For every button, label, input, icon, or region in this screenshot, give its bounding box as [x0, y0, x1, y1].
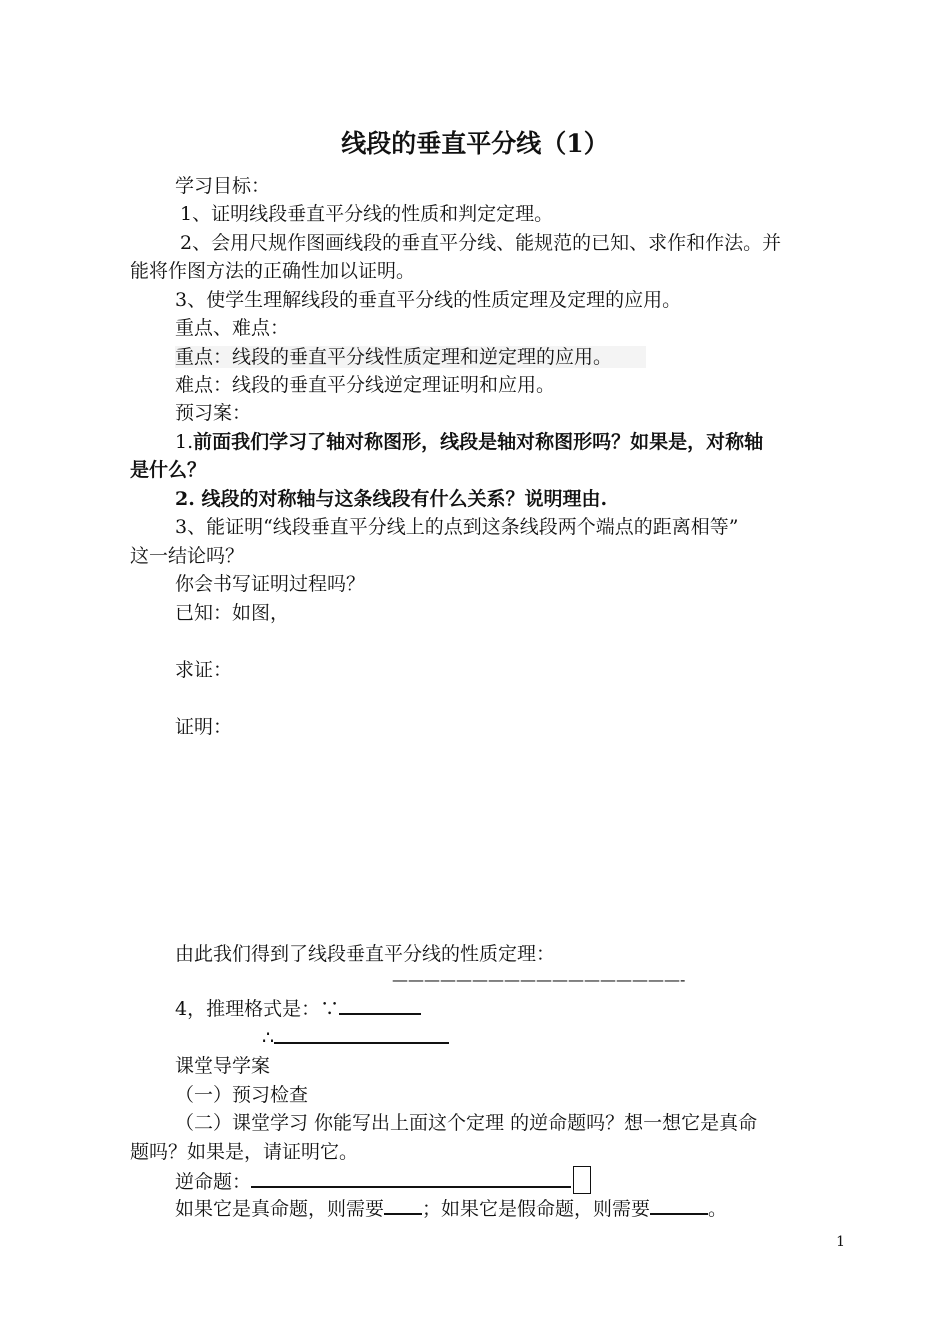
classroom-part-2-line1: （二）课堂学习 你能写出上面这个定理 的逆命题吗？想一想它是真命 — [175, 1112, 758, 1134]
question-1-number: 1. — [175, 431, 194, 453]
proof-label: 证明： — [175, 716, 233, 738]
question-1-text: 前面我们学习了轴对称图形，线段是轴对称图形吗？如果是，对称轴 — [193, 431, 764, 453]
preview-question-1-line2: 是什么？ — [130, 459, 207, 481]
document-title: 线段的垂直平分线（1） — [341, 129, 609, 158]
preview-question-3-line2: 这一结论吗？ — [130, 545, 245, 567]
if-false-blank[interactable] — [650, 1195, 708, 1215]
prove-label: 求证： — [175, 659, 233, 681]
classroom-part-1: （一）预习检查 — [175, 1084, 309, 1106]
classroom-heading: 课堂导学案 — [175, 1055, 271, 1077]
converse-label: 逆命题： — [175, 1171, 252, 1193]
placeholder-box — [573, 1166, 591, 1194]
if-true-text: 如果它是真命题，则需要 — [175, 1198, 385, 1220]
theorem-conclusion: 由此我们得到了线段垂直平分线的性质定理： — [175, 943, 556, 965]
preview-question-3-line1: 3、能证明“线段垂直平分线上的点到这条线段两个端点的距离相等” — [175, 516, 739, 538]
given-label: 已知：如图， — [175, 602, 290, 624]
page-number: 1 — [836, 1234, 845, 1250]
because-blank[interactable] — [339, 995, 421, 1015]
true-false-line — [175, 1195, 727, 1223]
if-false-text: ；如果它是假命题，则需要 — [422, 1198, 651, 1220]
therefore-line — [262, 1024, 449, 1052]
reasoning-format — [175, 995, 421, 1023]
key-point — [175, 343, 646, 371]
preview-question-1-line1 — [175, 428, 763, 456]
converse-blank[interactable] — [251, 1168, 571, 1188]
period: 。 — [708, 1198, 728, 1220]
objective-2-line1: 2、会用尺规作图画线段的垂直平分线、能规范的已知、求作和作法。并 — [180, 232, 782, 254]
reasoning-format-label: 4，推理格式是：∵ — [175, 998, 340, 1020]
converse-line — [175, 1166, 591, 1196]
preview-question-3-line3: 你会书写证明过程吗？ — [175, 573, 366, 595]
therefore-symbol: ∴ — [262, 1027, 275, 1049]
theorem-answer-line: ——————————————————- — [392, 970, 686, 989]
objective-3: 3、使学生理解线段的垂直平分线的性质定理及定理的应用。 — [175, 289, 682, 311]
therefore-blank[interactable] — [274, 1024, 449, 1044]
objective-2-line2: 能将作图方法的正确性加以证明。 — [130, 260, 416, 282]
key-points-heading: 重点、难点： — [175, 317, 290, 339]
key-point-text: 重点：线段的垂直平分线性质定理和逆定理的应用。 — [175, 346, 646, 368]
preview-heading: 预习案： — [175, 402, 252, 424]
objectives-heading: 学习目标： — [175, 175, 271, 197]
difficult-point: 难点：线段的垂直平分线逆定理证明和应用。 — [175, 374, 556, 396]
preview-question-2: 2. 线段的对称轴与这条线段有什么关系？说明理由. — [175, 488, 608, 510]
if-true-blank[interactable] — [384, 1195, 422, 1215]
objective-1: 1、证明线段垂直平分线的性质和判定定理。 — [180, 203, 554, 225]
classroom-part-2-line2: 题吗？如果是，请证明它。 — [130, 1141, 359, 1163]
